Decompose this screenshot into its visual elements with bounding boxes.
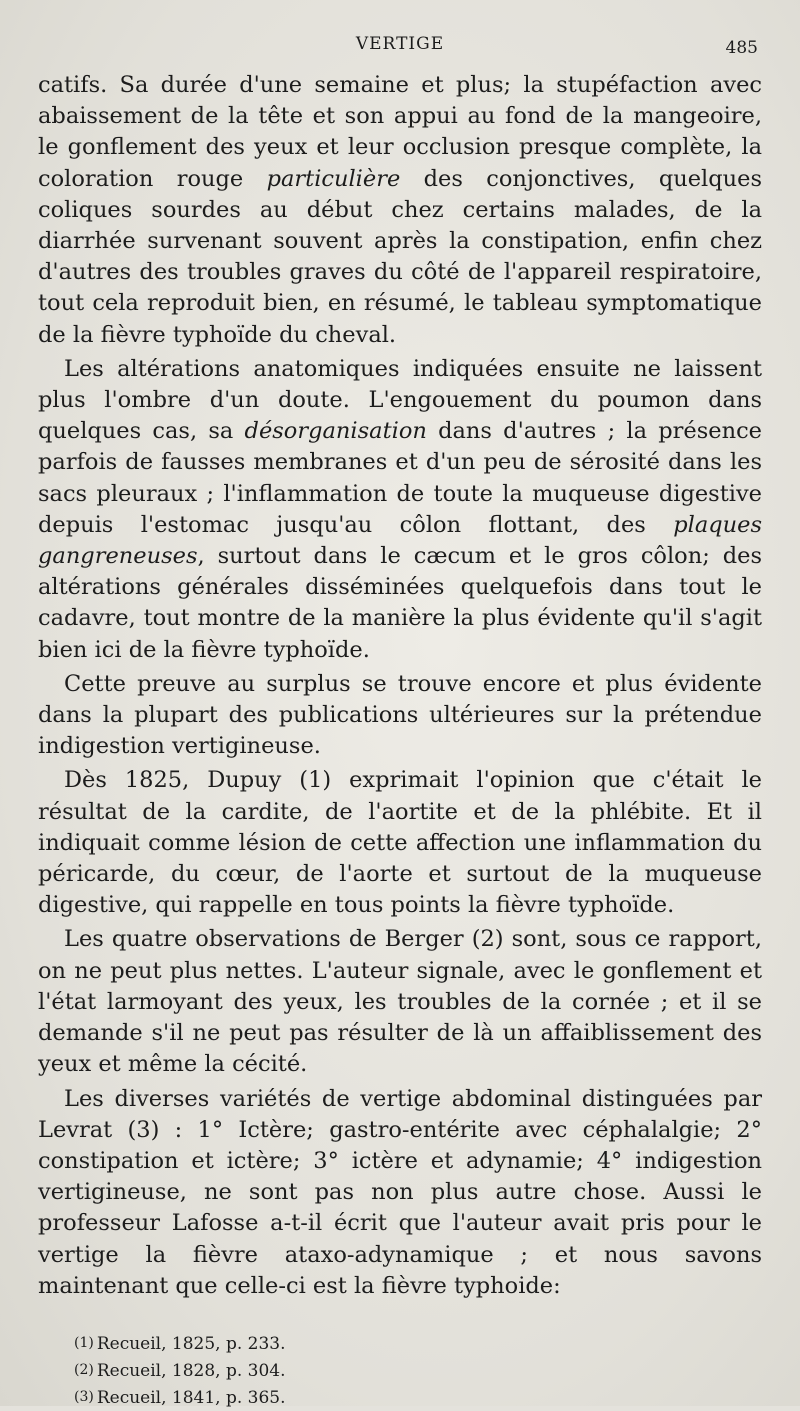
footnote <box>74 1330 762 1357</box>
text-run: Cette preuve au surplus se trouve encore et plus évidente dans la plupart des publications ultérieures sur la prétendue indigestion vertigineuse. <box>38 670 762 760</box>
text-run: Les diverses variétés de vertige abdominal distinguées par Levrat (3) : 1° Ictère; gastro-entérite avec céphalalgie; 2° constipation et ictère; 3° ictère et adynamie; 4° indigestion vertigineuse, ne sont pas non plus autre chose. Aussi le professeur Lafosse a-t-il écrit que l'auteur avait pris pour le vertige la fièvre ataxo-adynamique ; et nous savons maintenant que celle-ci est la fièvre typhoide: <box>38 1085 762 1299</box>
text-run: Les quatre observations de Berger (2) sont, sous ce rapport, on ne peut plus nettes. L'auteur signale, avec le gonflement et l'état larmoyant des yeux, les troubles de la cornée ; et il se demande s'il ne peut pas résulter de là un affaiblissement des yeux et même la cécité. <box>38 926 762 1078</box>
text-run: Les altérations anatomiques indiquées ensuite ne laissent plus l'ombre d'un doute. L'engouement du poumon dans quelques cas, sa <box>38 355 762 445</box>
footnote-mark: (1) <box>74 1334 94 1351</box>
italic-text: plaques gangreneuses <box>38 511 762 570</box>
footnote <box>74 1357 762 1384</box>
footnote-text: Recueil, 1825, p. 233. <box>96 1333 286 1354</box>
running-title: VERTIGE <box>355 34 445 54</box>
text-run: dans d'autres ; la présence parfois de fausses membranes et d'un peu de sérosité dans les sacs pleuraux ; l'inflammation de toute la muqueuse digestive depuis l'estomac jusqu'au côlon flottant, des <box>38 418 762 538</box>
footnote-mark: (3) <box>74 1388 94 1405</box>
italic-text: particulière <box>266 165 401 192</box>
text-run: , surtout dans le cæcum et le gros côlon; des altérations générales disséminées quelquefois dans tout le cadavre, tout montre de la manière la plus évidente qu'il s'agit bien ici de la fièvre typhoïde. <box>38 543 762 663</box>
footnotes <box>38 1330 762 1411</box>
paragraph <box>38 354 762 666</box>
text-run: des conjonctives, quelques coliques sourdes au début chez certains malades, de la diarrhée survenant souvent après la constipation, enfin chez d'autres des troubles graves du côté de l'appareil respiratoire, tout cela reproduit bien, en résumé, le tableau symptomatique de la fièvre typhoïde du cheval. <box>38 165 762 348</box>
paragraph <box>38 765 762 921</box>
running-head <box>38 30 762 70</box>
text-run: Dès 1825, Dupuy (1) exprimait l'opinion que c'était le résultat de la cardite, de l'aortite et de la phlébite. Et il indiquait comme lésion de cette affection une inflammation du péricarde, du cœur, de l'aorte et surtout de la muqueuse digestive, qui rappelle en tous points la fièvre typhoïde. <box>38 767 762 919</box>
footnote-text: Recueil, 1841, p. 365. <box>96 1387 286 1408</box>
paragraph <box>38 669 762 763</box>
text-run: catifs. Sa durée d'une semaine et plus; la stupéfaction avec abaissement de la tête et son appui au fond de la mangeoire, le gonflement des yeux et leur occlusion presque complète, la coloration rouge <box>38 72 762 192</box>
footnote-mark: (2) <box>74 1361 94 1378</box>
page-number: 485 <box>725 38 758 58</box>
paragraph <box>38 1084 762 1302</box>
italic-text: désorganisation <box>244 418 427 445</box>
footnote-text: Recueil, 1828, p. 304. <box>96 1360 286 1381</box>
footnote <box>74 1384 762 1411</box>
paragraph <box>38 70 762 351</box>
body-text <box>38 70 762 1302</box>
paragraph <box>38 924 762 1080</box>
